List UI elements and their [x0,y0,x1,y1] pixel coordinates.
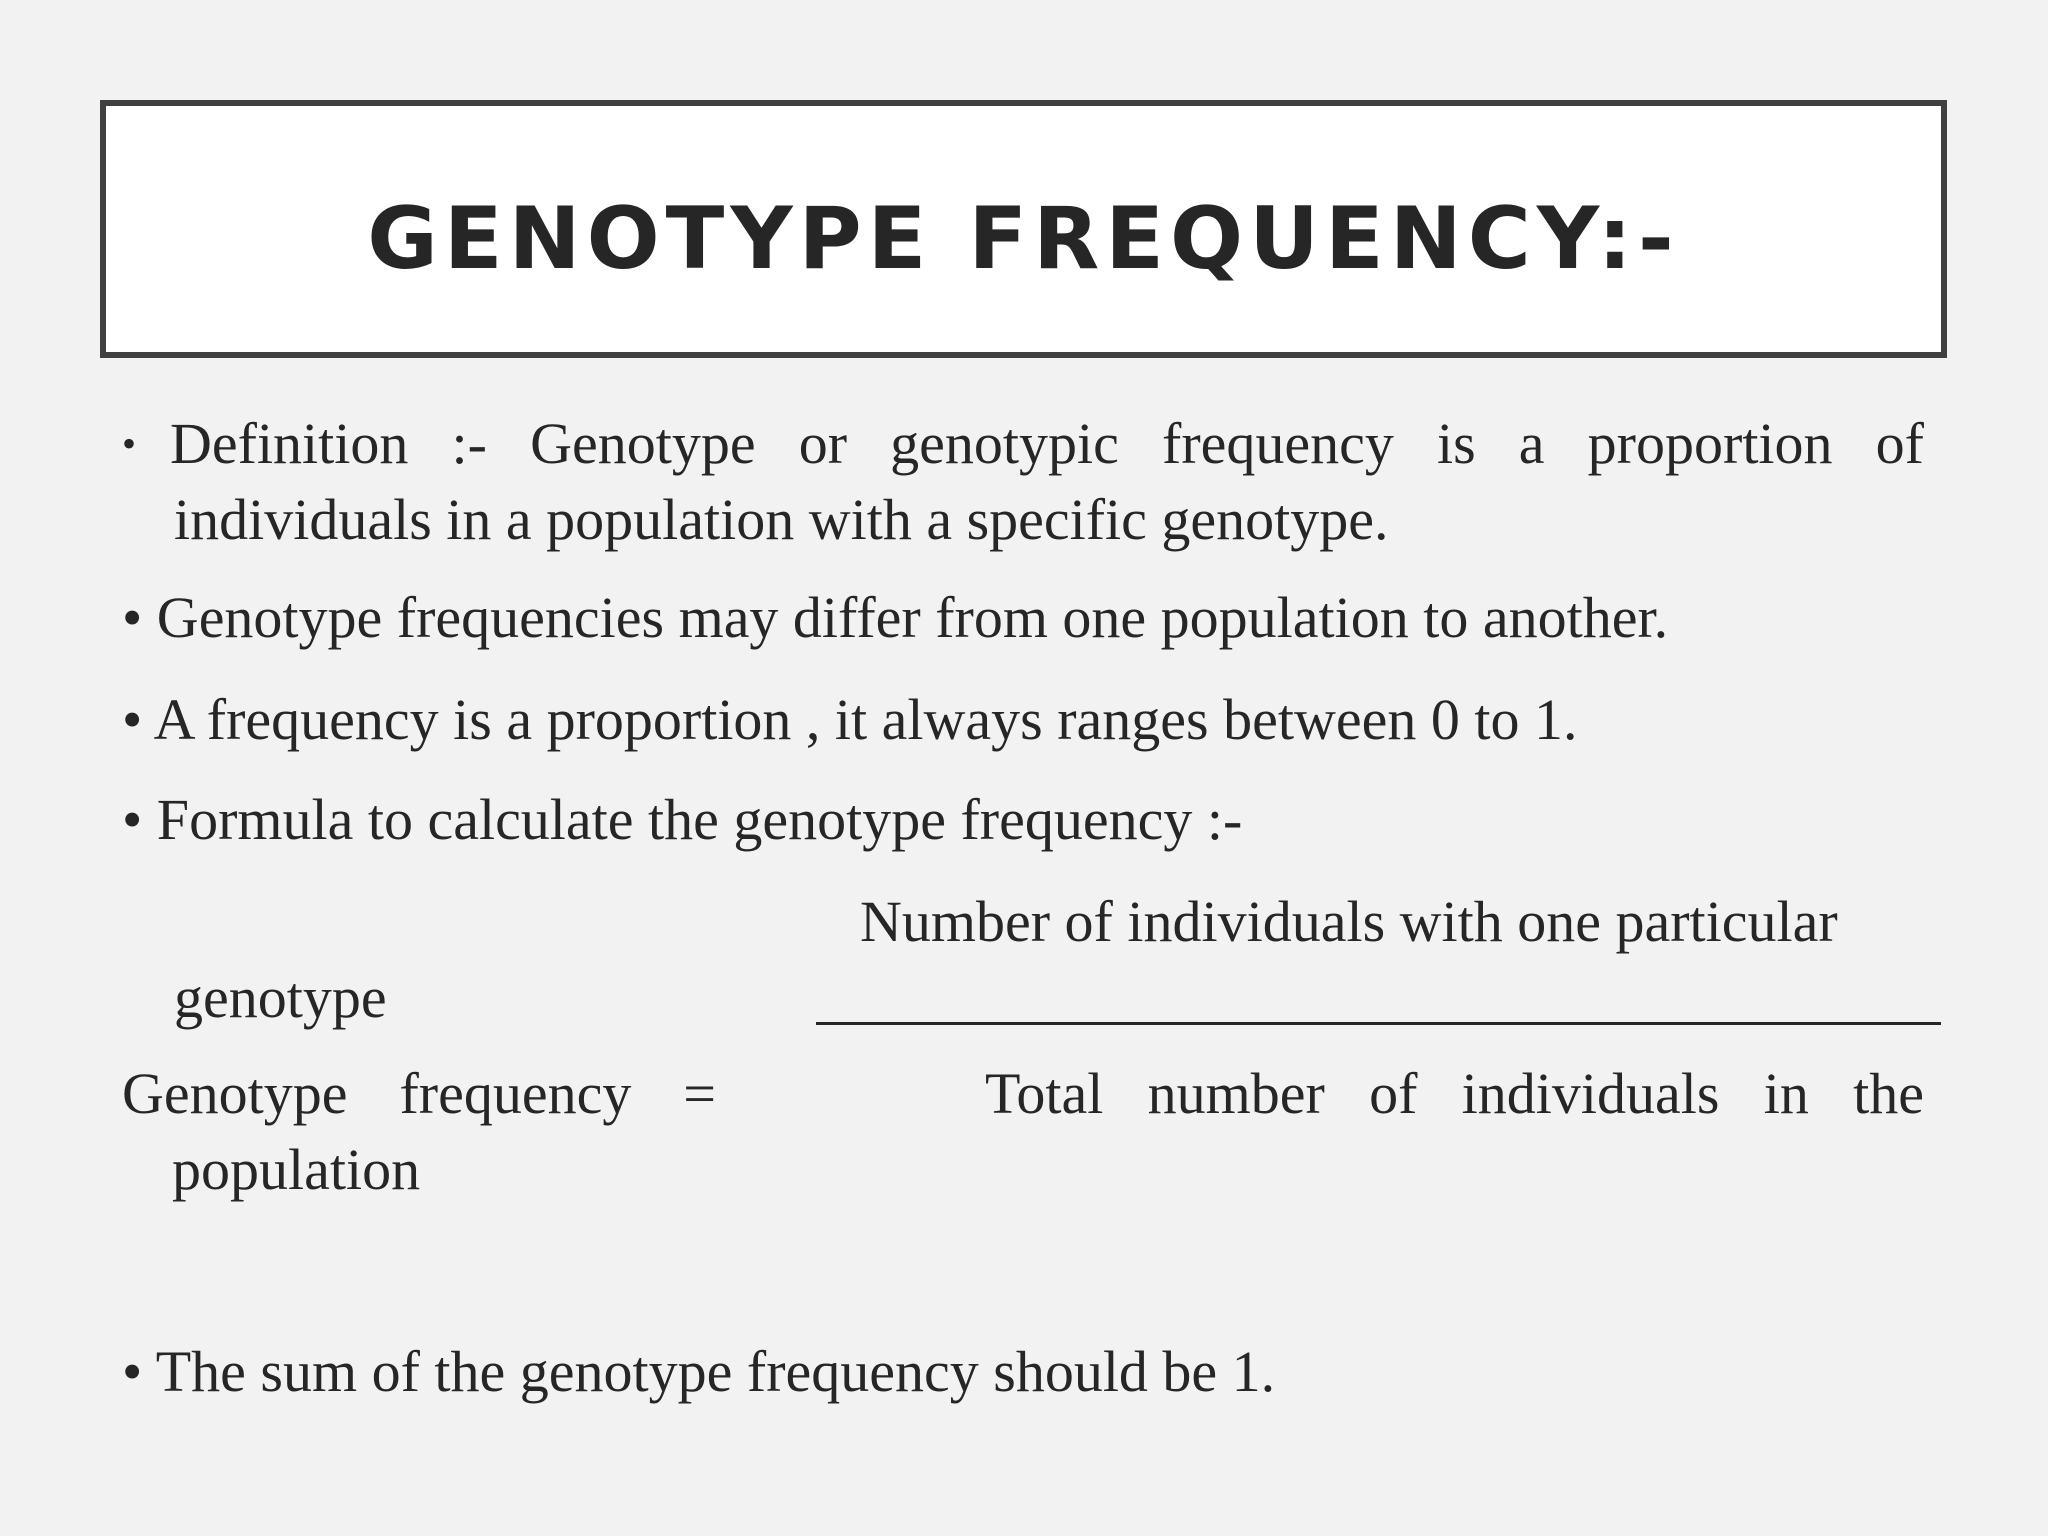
fraction-line [816,1022,1941,1025]
bullet-item-final: • The sum of the genotype frequency should be 1. [122,1339,1276,1404]
bullet-item: • Genotype frequencies may differ from one population to another. [122,585,1669,650]
definition-line-1: Definition :- Genotype or genotypic frequency is a proportion of [170,411,1924,476]
formula-denominator-continued: population [172,1137,421,1202]
formula-denominator: Total number of individuals in the [985,1061,1924,1126]
formula-numerator: Number of individuals with one particular [860,889,1838,954]
definition-bullet: • [122,421,137,466]
title-box [100,100,1947,358]
slide-title: GENOTYPE FREQUENCY:- [367,189,1680,289]
formula-numerator-continued: genotype [174,965,387,1030]
bullet-item: • Formula to calculate the genotype frequency :- [122,787,1243,852]
formula-lhs: Genotype frequency = [122,1061,716,1126]
definition-line-2: individuals in a population with a specific genotype. [174,487,1389,552]
bullet-item: • A frequency is a proportion , it always ranges between 0 to 1. [122,687,1578,752]
